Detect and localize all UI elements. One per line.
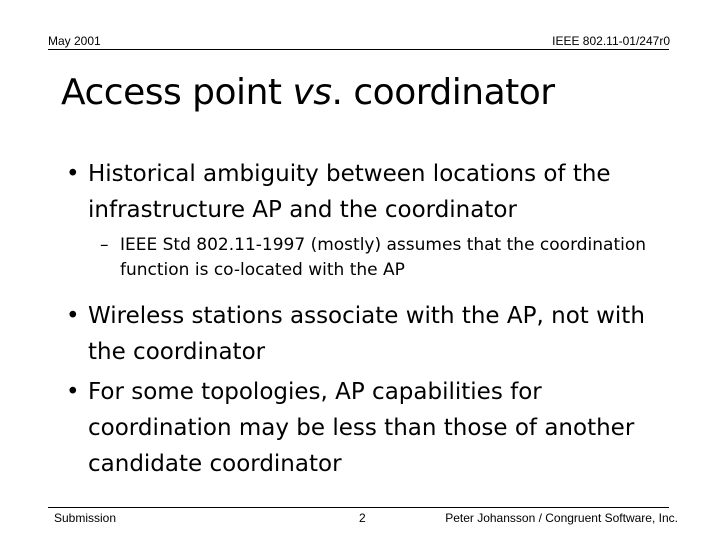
title-vs: vs xyxy=(292,72,332,113)
bullet-item xyxy=(66,374,688,482)
slide-title xyxy=(61,72,555,113)
header-date: May 2001 xyxy=(48,34,101,48)
bullet-item xyxy=(66,156,688,228)
page-number: 2 xyxy=(359,511,366,525)
bullet-dot-icon: • xyxy=(66,303,80,329)
sub-bullet-item xyxy=(100,233,660,283)
bullet-dot-icon: • xyxy=(66,379,80,405)
footer-divider xyxy=(48,507,669,508)
bullet-item xyxy=(66,298,688,370)
footer-submission: Submission xyxy=(54,511,117,525)
title-part-2: . coordinator xyxy=(331,72,555,113)
sub-bullet-text: IEEE Std 802.11-1997 (mostly) assumes that the coordination function is co-located with the AP xyxy=(120,235,647,280)
bullet-text: Historical ambiguity between locations of the infrastructure AP and the coordinator xyxy=(88,161,611,223)
dash-icon: – xyxy=(100,235,109,255)
bullet-text: For some topologies, AP capabilities for coordination may be less than those of another candidate coordinator xyxy=(88,379,635,477)
header-divider xyxy=(48,49,669,50)
footer-author: Peter Johansson / Congruent Software, Inc. xyxy=(445,511,678,525)
bullet-text: Wireless stations associate with the AP, not with the coordinator xyxy=(88,303,645,365)
bullet-dot-icon: • xyxy=(66,161,80,187)
header-doc-id: IEEE 802.11-01/247r0 xyxy=(552,34,670,48)
title-part-1: Access point xyxy=(61,72,293,113)
